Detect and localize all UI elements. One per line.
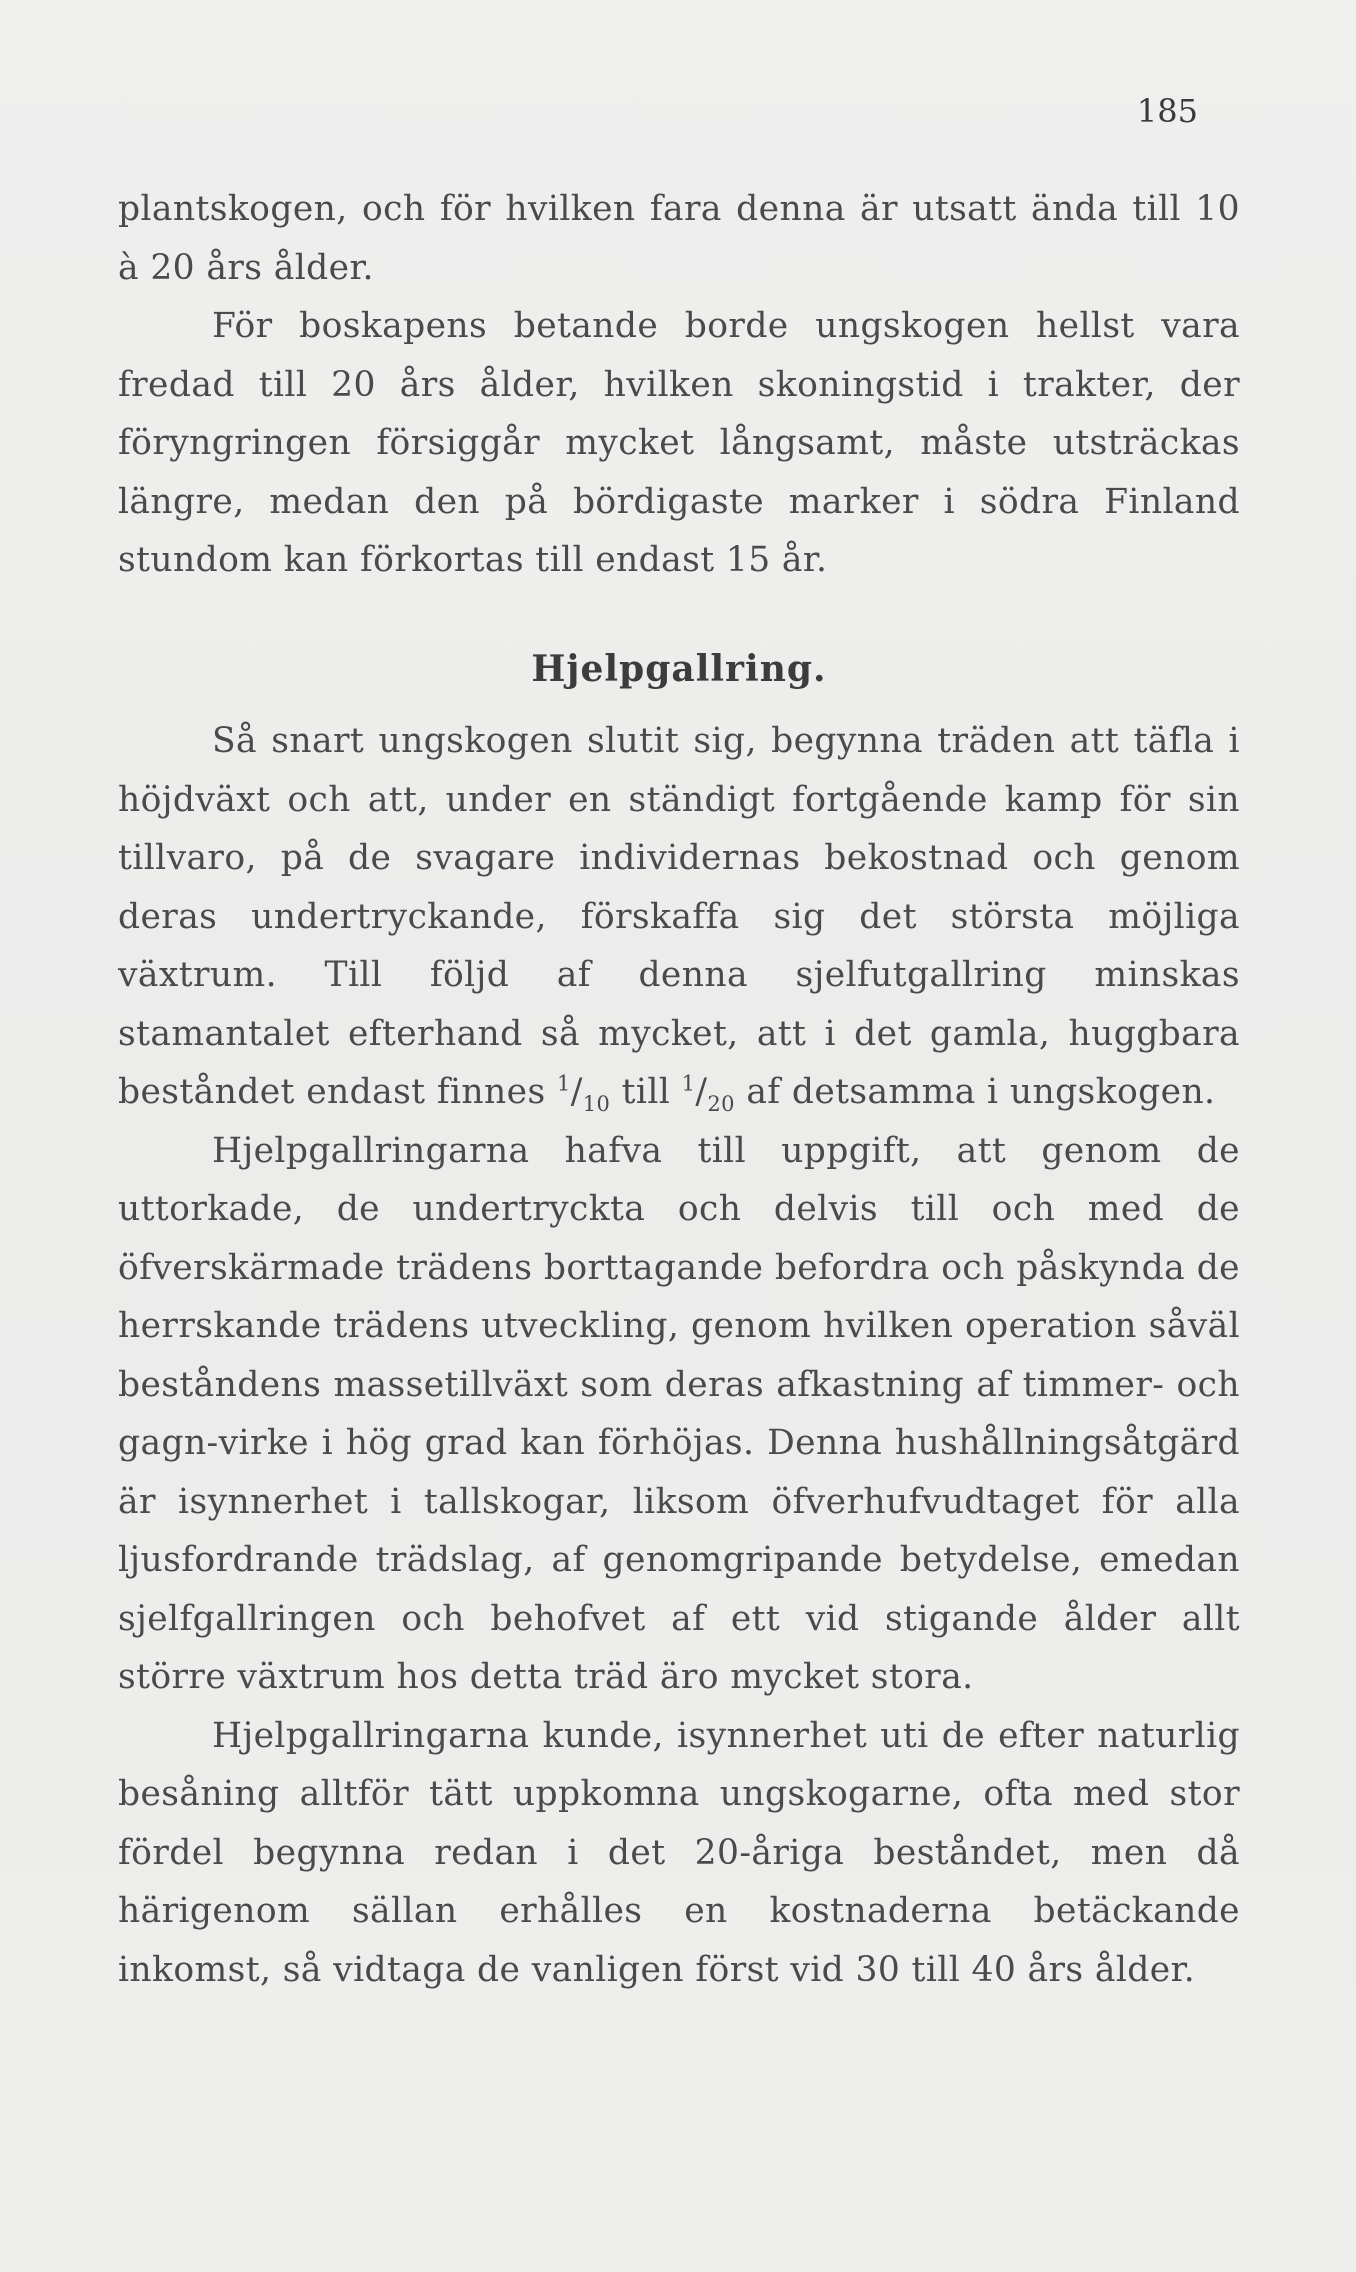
paragraph-grazing: För boskapens betande borde ungskogen hellst vara fredad till 20 års ålder, hvilken skoningstid i trakter, der föryngringen försiggår mycket långsamt, måste utsträckas längre, medan den på bördigaste marker i södra Finland stundom kan förkortas till endast 15 år. [118, 306, 1240, 580]
fraction-denominator: 20 [707, 1091, 735, 1116]
paragraph-continued: plantskogen, och för hvilken fara denna är utsatt ända till 10 à 20 års ålder. [118, 189, 1240, 288]
paragraph-purpose: Hjelpgallringarna hafva till uppgift, att genom de uttorkade, de undertryckta och delvis till och med de öfverskärmade trädens borttagande befordra och påskynda de herrskande trädens utveckling, genom hvilken operation såväl beståndens massetillväxt som deras afkastning af timmer- och gagn-virke i hög grad kan förhöjas. Denna hushållningsåtgärd är isynnerhet i tallskogar, liksom öfverhufvudtaget för alla ljusfordrande trädslag, af genomgripande betydelse, emedan sjelfgallringen och behofvet af ett vid stigande ålder allt större växtrum hos detta träd äro mycket stora. [118, 1130, 1240, 1697]
paragraph-text: af detsamma i ungskogen. [746, 1072, 1216, 1112]
text-block-top [118, 180, 1240, 590]
fraction-numerator: 1 [681, 1071, 696, 1096]
paragraph-text: till [621, 1072, 671, 1112]
fraction-denominator: 10 [582, 1091, 611, 1116]
section-heading: Hjelpgallring. [531, 648, 827, 690]
text-block-main [118, 712, 1240, 1999]
paragraph-timing: Hjelpgallringarna kunde, isynnerhet uti de efter naturlig besåning alltför tätt uppkomna ungskogarne, ofta med stor fördel begynna redan i det 20-åriga beståndet, men då härigenom sällan erhålles en kostnaderna betäckande inkomst, så vidtaga de vanligen först vid 30 till 40 års ålder. [118, 1715, 1240, 1990]
paragraph-text: Så snart ungskogen slutit sig, begynna träden att täfla i höjdväxt och att, under en ständigt fortgående kamp för sin tillvaro, på de svagare individernas bekostnad och genom deras undertryckande, förskaffa sig det största möjliga växtrum. Till följd af denna sjelfutgallring minskas stamantalet efterhand så mycket, att i det gamla, huggbara beståndet endast finnes [118, 721, 1240, 1112]
paragraph-self-thinning: Så snart ungskogen slutit sig, begynna träden att täfla i höjdväxt och att, under en ständigt fortgående kamp för sin tillvaro, på de svagare individernas bekostnad och genom deras undertryckande, förskaffa sig det största möjliga växtrum. Till följd af denna sjelfutgallring minskas stamantalet efterhand så mycket, att i det gamla, huggbara beståndet endast finnes $^1/_{10}$ till $^1/_{20}$ af detsamma i ungskogen. [118, 721, 1240, 1116]
page-number: 185 [1136, 92, 1198, 130]
fraction-numerator: 1 [556, 1071, 571, 1096]
